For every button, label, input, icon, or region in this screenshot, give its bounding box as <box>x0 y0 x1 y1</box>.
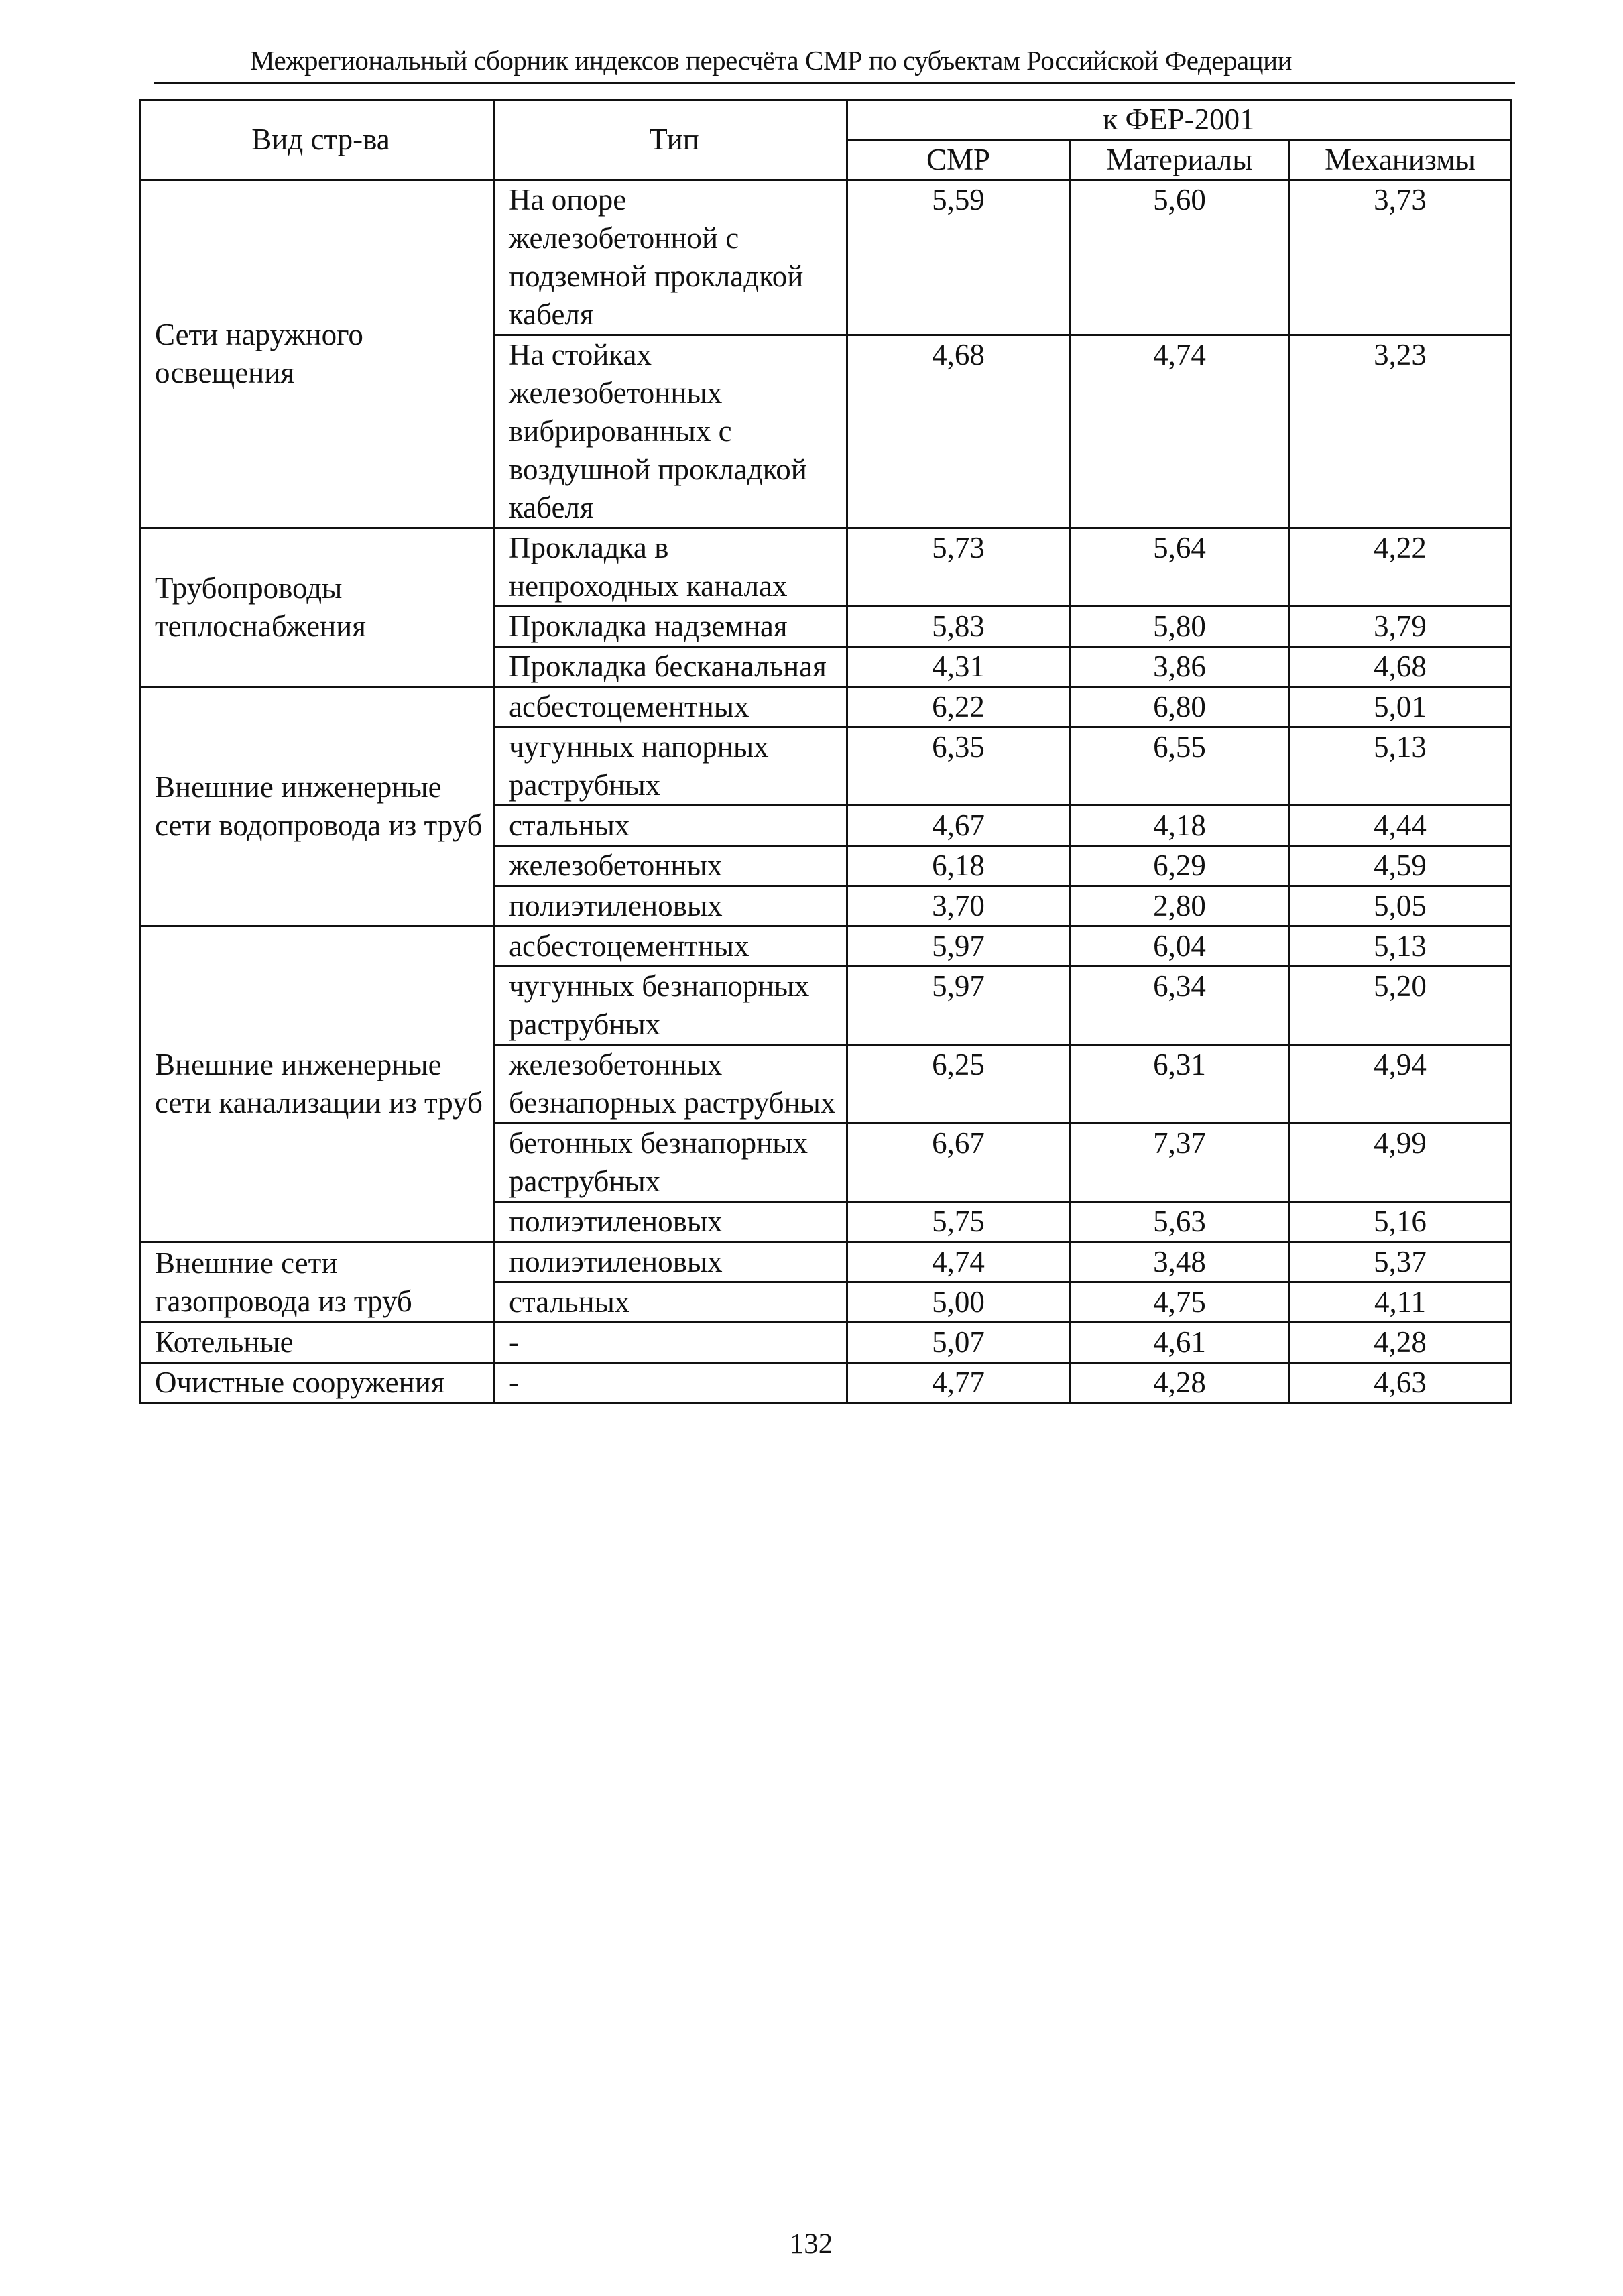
materials-value-cell: 6,04 <box>1070 926 1290 967</box>
mechanisms-value-cell: 5,37 <box>1290 1242 1511 1282</box>
mechanisms-value-cell: 3,23 <box>1290 335 1511 528</box>
header-materials: Материалы <box>1070 140 1290 180</box>
smr-value-cell: 3,70 <box>847 886 1070 926</box>
table-row <box>141 1363 1511 1403</box>
type-cell: полиэтиленовых <box>495 1242 847 1282</box>
type-cell: асбестоцементных <box>495 926 847 967</box>
table-header <box>141 100 1511 180</box>
mechanisms-value-cell: 4,59 <box>1290 846 1511 886</box>
index-table <box>139 99 1512 1404</box>
mechanisms-value-cell: 5,20 <box>1290 967 1511 1045</box>
materials-value-cell: 5,64 <box>1070 528 1290 607</box>
mechanisms-value-cell: 4,11 <box>1290 1282 1511 1323</box>
type-cell: чугунных напорных раструбных <box>495 727 847 806</box>
table-row <box>141 180 1511 335</box>
type-cell: асбестоцементных <box>495 687 847 727</box>
type-cell: Прокладка надземная <box>495 607 847 647</box>
header-rule <box>154 82 1515 84</box>
smr-value-cell: 4,68 <box>847 335 1070 528</box>
construction-kind-cell: Трубопроводы теплоснабжения <box>141 528 495 687</box>
header-type: Тип <box>495 100 847 180</box>
smr-value-cell: 5,59 <box>847 180 1070 335</box>
smr-value-cell: 4,67 <box>847 806 1070 846</box>
table-row <box>141 926 1511 967</box>
smr-value-cell: 5,75 <box>847 1202 1070 1242</box>
smr-value-cell: 5,00 <box>847 1282 1070 1323</box>
construction-kind-cell: Внешние сети газопровода из труб <box>141 1242 495 1323</box>
materials-value-cell: 4,18 <box>1070 806 1290 846</box>
mechanisms-value-cell: 5,13 <box>1290 727 1511 806</box>
materials-value-cell: 4,75 <box>1070 1282 1290 1323</box>
header-mechanisms: Механизмы <box>1290 140 1511 180</box>
mechanisms-value-cell: 5,13 <box>1290 926 1511 967</box>
mechanisms-value-cell: 4,44 <box>1290 806 1511 846</box>
type-cell: Прокладка бесканальная <box>495 647 847 687</box>
materials-value-cell: 4,28 <box>1070 1363 1290 1403</box>
mechanisms-value-cell: 4,63 <box>1290 1363 1511 1403</box>
mechanisms-value-cell: 3,73 <box>1290 180 1511 335</box>
materials-value-cell: 6,29 <box>1070 846 1290 886</box>
type-cell: железобетонных <box>495 846 847 886</box>
construction-kind-cell: Внешние инженерные сети канализации из труб <box>141 926 495 1242</box>
type-cell: полиэтиленовых <box>495 1202 847 1242</box>
table-row <box>141 687 1511 727</box>
type-cell: стальных <box>495 1282 847 1323</box>
type-cell: - <box>495 1363 847 1403</box>
materials-value-cell: 3,48 <box>1070 1242 1290 1282</box>
materials-value-cell: 5,63 <box>1070 1202 1290 1242</box>
header-smr: СМР <box>847 140 1070 180</box>
table-row <box>141 1323 1511 1363</box>
smr-value-cell: 4,31 <box>847 647 1070 687</box>
type-cell: - <box>495 1323 847 1363</box>
smr-value-cell: 6,22 <box>847 687 1070 727</box>
construction-kind-cell: Котельные <box>141 1323 495 1363</box>
smr-value-cell: 5,73 <box>847 528 1070 607</box>
type-cell: полиэтиленовых <box>495 886 847 926</box>
type-cell: Прокладка в непроходных каналах <box>495 528 847 607</box>
construction-kind-cell: Сети наружного освещения <box>141 180 495 528</box>
table-row <box>141 1242 1511 1282</box>
construction-kind-cell: Очистные сооружения <box>141 1363 495 1403</box>
materials-value-cell: 5,60 <box>1070 180 1290 335</box>
smr-value-cell: 5,07 <box>847 1323 1070 1363</box>
materials-value-cell: 5,80 <box>1070 607 1290 647</box>
materials-value-cell: 6,31 <box>1070 1045 1290 1124</box>
smr-value-cell: 6,67 <box>847 1124 1070 1202</box>
type-cell: На стойках железобетонных вибрированных с воздушной прокладкой кабеля <box>495 335 847 528</box>
mechanisms-value-cell: 4,68 <box>1290 647 1511 687</box>
materials-value-cell: 6,80 <box>1070 687 1290 727</box>
mechanisms-value-cell: 4,28 <box>1290 1323 1511 1363</box>
materials-value-cell: 4,61 <box>1070 1323 1290 1363</box>
materials-value-cell: 7,37 <box>1070 1124 1290 1202</box>
materials-value-cell: 2,80 <box>1070 886 1290 926</box>
page-header: Межрегиональный сборник индексов пересчёта СМР по субъектам Российской Федерации <box>250 45 1292 76</box>
header-row-top <box>141 100 1511 140</box>
mechanisms-value-cell: 3,79 <box>1290 607 1511 647</box>
materials-value-cell: 3,86 <box>1070 647 1290 687</box>
smr-value-cell: 6,18 <box>847 846 1070 886</box>
mechanisms-value-cell: 4,99 <box>1290 1124 1511 1202</box>
smr-value-cell: 5,97 <box>847 926 1070 967</box>
mechanisms-value-cell: 4,22 <box>1290 528 1511 607</box>
smr-value-cell: 6,25 <box>847 1045 1070 1124</box>
materials-value-cell: 6,34 <box>1070 967 1290 1045</box>
smr-value-cell: 4,77 <box>847 1363 1070 1403</box>
materials-value-cell: 6,55 <box>1070 727 1290 806</box>
mechanisms-value-cell: 5,01 <box>1290 687 1511 727</box>
construction-kind-cell: Внешние инженерные сети водопровода из труб <box>141 687 495 926</box>
type-cell: стальных <box>495 806 847 846</box>
smr-value-cell: 5,97 <box>847 967 1070 1045</box>
mechanisms-value-cell: 5,16 <box>1290 1202 1511 1242</box>
smr-value-cell: 5,83 <box>847 607 1070 647</box>
type-cell: железобетонных безнапорных раструбных <box>495 1045 847 1124</box>
type-cell: чугунных безнапорных раструбных <box>495 967 847 1045</box>
smr-value-cell: 6,35 <box>847 727 1070 806</box>
smr-value-cell: 4,74 <box>847 1242 1070 1282</box>
page-number: 132 <box>789 2228 833 2260</box>
mechanisms-value-cell: 5,05 <box>1290 886 1511 926</box>
header-kind: Вид стр-ва <box>141 100 495 180</box>
type-cell: На опоре железобетонной с подземной прокладкой кабеля <box>495 180 847 335</box>
table-row <box>141 528 1511 607</box>
mechanisms-value-cell: 4,94 <box>1290 1045 1511 1124</box>
header-fer-group: к ФЕР-2001 <box>847 100 1511 140</box>
materials-value-cell: 4,74 <box>1070 335 1290 528</box>
table-body <box>141 180 1511 1403</box>
type-cell: бетонных безнапорных раструбных <box>495 1124 847 1202</box>
